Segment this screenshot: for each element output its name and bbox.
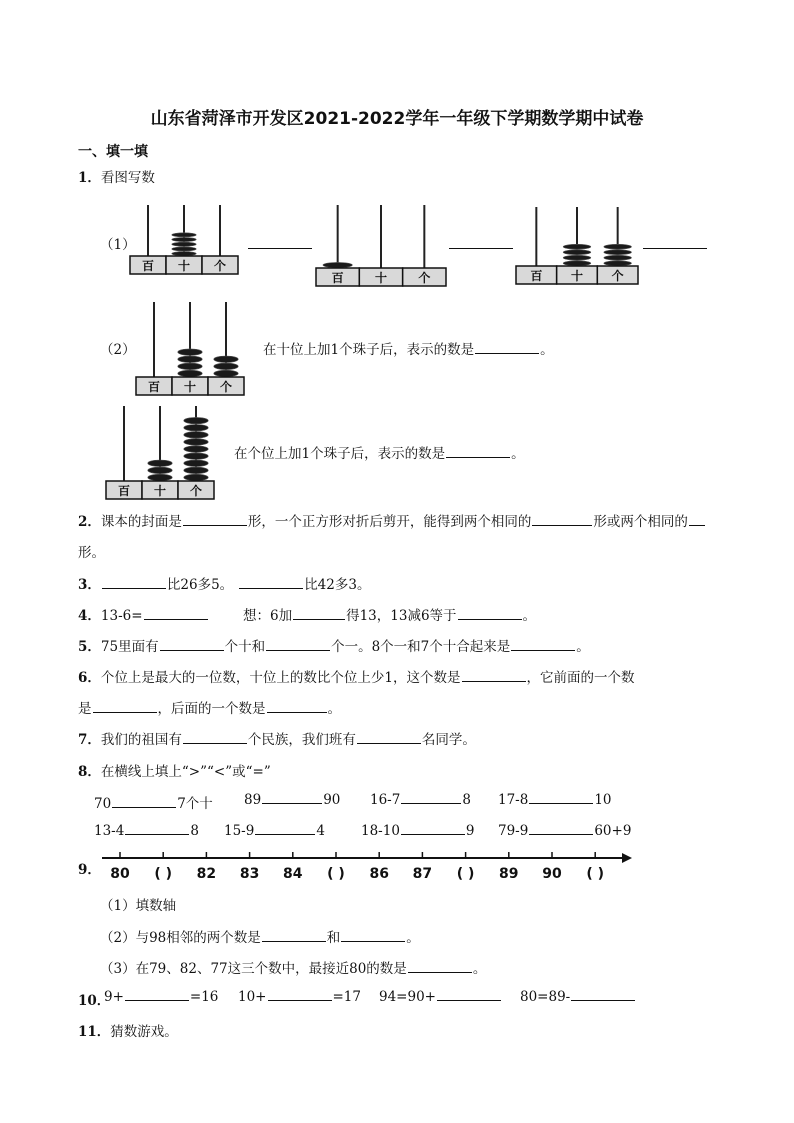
answer-blank[interactable]: [689, 524, 705, 526]
punctuation: 。: [540, 342, 554, 358]
question-text: 形或两个相同的: [593, 514, 688, 530]
section-heading: 一、填一填: [78, 144, 148, 160]
question-number: 5．: [78, 639, 101, 655]
question-4: [78, 604, 209, 624]
answer-blank[interactable]: [255, 833, 315, 835]
number-line-label: 87: [412, 866, 433, 882]
punctuation: 。: [406, 930, 420, 946]
question-1: [78, 166, 155, 186]
abacus-bead: [563, 255, 591, 260]
answer-blank[interactable]: [357, 742, 421, 744]
abacus-bead: [172, 242, 196, 246]
answer-blank[interactable]: [341, 940, 405, 942]
question-number: 11．: [78, 1024, 111, 1040]
compare-1-2: [244, 792, 340, 808]
number-line: [96, 848, 636, 888]
answer-blank[interactable]: [643, 247, 707, 249]
abacus-place-label: 十: [177, 259, 191, 273]
abacus-bead: [148, 467, 172, 474]
abacus-bead: [178, 349, 202, 356]
answer-blank[interactable]: [102, 587, 166, 589]
answer-blank[interactable]: [458, 618, 522, 620]
compare-left: 15-9: [224, 823, 255, 839]
question-text: 看图写数: [100, 170, 155, 186]
abacus-place-label: 百: [331, 271, 344, 285]
answer-blank[interactable]: [144, 618, 208, 620]
q10-item-2: [238, 989, 361, 1005]
q2-continued: 形。: [78, 545, 105, 561]
abacus-bead: [184, 425, 208, 432]
question-text: ，它前面的一个数: [526, 670, 635, 686]
answer-blank[interactable]: [262, 802, 322, 804]
abacus-bead: [563, 261, 591, 266]
abacus-bead: [604, 255, 632, 260]
answer-blank[interactable]: [462, 680, 526, 682]
abacus-bead: [172, 252, 196, 256]
compare-left: 13-4: [94, 823, 125, 839]
expr-left: 80=89-: [520, 989, 571, 1005]
answer-blank[interactable]: [160, 649, 224, 651]
compare-1-4: [498, 792, 612, 808]
compare-2-2: [224, 823, 325, 839]
question-text: 比42多3。: [304, 577, 371, 593]
number-line-label: ( ): [327, 866, 345, 882]
answer-blank[interactable]: [125, 999, 189, 1001]
compare-left: 79-9: [498, 823, 529, 839]
abacus-bead: [184, 417, 208, 424]
q1-part2a: [263, 338, 554, 358]
number-line-label: 80: [110, 866, 130, 882]
abacus-bead: [148, 460, 172, 467]
compare-right: 10: [594, 792, 612, 808]
question-text: （3）在79、82、77这三个数中，最接近80的数是: [100, 961, 407, 977]
number-line-label: ( ): [456, 866, 475, 882]
answer-blank[interactable]: [93, 711, 157, 713]
question-text: 75里面有: [100, 639, 159, 655]
abacus-bead: [214, 370, 238, 377]
abacus-place-label: 个: [189, 484, 203, 498]
question-6-continued: [78, 697, 341, 717]
abacus-bead: [184, 446, 208, 453]
question-4-hint: [243, 604, 536, 624]
q1-part2-label: （2）: [100, 342, 136, 358]
answer-blank[interactable]: [446, 456, 510, 458]
abacus-bead: [604, 250, 632, 255]
q10-item-3: [379, 989, 502, 1005]
question-text: 是: [78, 701, 92, 717]
question-text: 个一。8个一和7个十合起来是: [331, 639, 511, 655]
compare-right: 9: [465, 823, 475, 839]
number-line-label: 89: [499, 866, 519, 882]
abacus-bead: [184, 432, 208, 439]
abacus-place-label: 百: [147, 380, 161, 394]
question-6: [78, 666, 635, 686]
q9-sub3: [100, 957, 486, 977]
abacus-place-label: 十: [570, 269, 584, 283]
question-number: 8．: [78, 764, 101, 780]
compare-left: 89: [244, 792, 262, 808]
abacus-bead: [178, 356, 202, 363]
abacus-place-label: 百: [530, 269, 543, 283]
answer-blank[interactable]: [248, 247, 312, 249]
question-text: 比26多5。: [166, 577, 234, 593]
answer-blank[interactable]: [183, 742, 247, 744]
compare-right: 60+9: [594, 823, 632, 839]
q9-sub1: （1）填数轴: [100, 898, 177, 914]
abacus-3: [514, 205, 640, 285]
question-8: [78, 760, 271, 780]
question-5: [78, 635, 590, 655]
expr-left: 9+: [104, 989, 124, 1005]
question-number: 2．: [78, 514, 101, 530]
compare-right: 8: [462, 792, 471, 808]
question-text: 想：6加: [243, 608, 293, 624]
answer-blank[interactable]: [125, 833, 189, 835]
question-text: 在个位上加1个珠子后，表示的数是: [234, 446, 446, 462]
question-text: （2）与98相邻的两个数是: [100, 930, 261, 946]
answer-blank[interactable]: [437, 999, 501, 1001]
question-number: 9．: [78, 862, 101, 878]
question-text: 个民族，我们班有: [247, 732, 356, 748]
abacus-2: [314, 203, 448, 287]
compare-1-3: [370, 792, 471, 808]
abacus-4: [134, 300, 246, 396]
arrow-head-icon: [622, 853, 632, 863]
expr-right: =17: [332, 989, 361, 1005]
expr-right: =16: [189, 989, 219, 1005]
q9-sub2: [100, 926, 420, 946]
answer-blank[interactable]: [401, 833, 465, 835]
abacus-bead: [178, 363, 202, 370]
abacus-bead: [604, 261, 632, 266]
abacus-bead: [184, 467, 208, 474]
answer-blank[interactable]: [268, 999, 332, 1001]
compare-right: 8: [190, 823, 199, 839]
question-text: 得13，13减6等于: [346, 608, 457, 624]
answer-blank[interactable]: [293, 618, 345, 620]
answer-blank[interactable]: [112, 806, 176, 808]
question-2: [78, 510, 706, 530]
question-7: [78, 728, 476, 748]
answer-blank[interactable]: [571, 999, 635, 1001]
abacus-bead: [184, 439, 208, 446]
abacus-bead: [563, 244, 591, 249]
abacus-bead: [323, 262, 352, 267]
abacus-bead: [178, 370, 202, 377]
abacus-bead: [184, 453, 208, 460]
question-text: 名同学。: [421, 732, 476, 748]
abacus-bead: [172, 247, 196, 251]
question-11: [78, 1020, 178, 1040]
punctuation: 。: [522, 608, 537, 624]
abacus-place-label: 个: [418, 271, 431, 285]
page-title: 山东省菏泽市开发区2021-2022学年一年级下学期数学期中试卷: [150, 109, 644, 129]
abacus-place-label: 个: [611, 269, 624, 283]
compare-2-3: [361, 823, 475, 839]
compare-2-1: [94, 823, 199, 839]
answer-blank[interactable]: [262, 940, 326, 942]
answer-blank[interactable]: [266, 649, 330, 651]
answer-blank[interactable]: [239, 587, 303, 589]
question-number: 7．: [78, 732, 101, 748]
answer-blank[interactable]: [449, 247, 513, 249]
q10-item-4: [520, 989, 636, 1005]
question-text: 个十和: [224, 639, 266, 655]
punctuation: 。: [511, 446, 525, 462]
answer-blank[interactable]: [183, 524, 247, 526]
expr-left: 10+: [238, 989, 267, 1005]
number-line-label: 86: [369, 866, 389, 882]
abacus-place-label: 百: [117, 484, 131, 498]
abacus-bead: [214, 356, 238, 363]
compare-left: 18-10: [361, 823, 400, 839]
compare-right: 7个十: [177, 796, 213, 812]
number-line-label: ( ): [154, 866, 173, 882]
question-number: 3．: [78, 577, 101, 593]
number-line-label: 82: [196, 866, 217, 882]
expr-left: 94=90+: [379, 989, 436, 1005]
abacus-bead: [172, 238, 196, 242]
question-text: 和: [326, 930, 341, 946]
abacus-bead: [563, 250, 591, 255]
number-line-label: 83: [239, 866, 260, 882]
abacus-place-label: 十: [183, 380, 197, 394]
answer-blank[interactable]: [408, 971, 472, 973]
compare-1-1: [94, 792, 213, 812]
abacus-place-label: 个: [219, 380, 233, 394]
question-text: 13-6=: [100, 608, 143, 624]
number-line-label: 84: [283, 866, 303, 882]
abacus-place-label: 百: [141, 259, 155, 273]
answer-blank[interactable]: [475, 352, 539, 354]
q1-part1-label: （1）: [100, 237, 136, 253]
abacus-place-label: 十: [374, 271, 388, 285]
answer-blank[interactable]: [267, 711, 327, 713]
compare-left: 16-7: [370, 792, 401, 808]
answer-blank[interactable]: [529, 802, 593, 804]
answer-blank[interactable]: [401, 802, 461, 804]
compare-right: 90: [323, 792, 341, 808]
abacus-bead: [148, 474, 172, 481]
question-text: 课本的封面是: [100, 514, 182, 530]
abacus-5: [104, 404, 216, 500]
abacus-place-label: 十: [153, 484, 167, 498]
question-number: 1．: [78, 170, 101, 186]
question-text: 形，一个正方形对折后剪开，能得到两个相同的: [247, 514, 532, 530]
number-line-label: ( ): [586, 866, 605, 882]
abacus-bead: [172, 233, 196, 237]
question-text: ，后面的一个数是: [157, 701, 266, 717]
punctuation: 。: [472, 961, 487, 977]
abacus-bead: [184, 460, 208, 467]
compare-right: 4: [316, 823, 325, 839]
q10-item-1: [104, 989, 218, 1005]
punctuation: 。: [327, 701, 341, 717]
abacus-1: [128, 203, 240, 275]
abacus-bead: [184, 474, 208, 481]
question-3: [78, 573, 370, 593]
answer-blank[interactable]: [511, 649, 575, 651]
compare-2-4: [498, 823, 631, 839]
question-number: 4．: [78, 608, 101, 624]
question-text: 我们的祖国有: [100, 732, 182, 748]
abacus-bead: [604, 244, 632, 249]
question-text: 在横线上填上“>”“<”或“=”: [100, 764, 271, 780]
abacus-place-label: 个: [213, 259, 227, 273]
question-number: 10．: [78, 993, 111, 1009]
punctuation: 。: [576, 639, 590, 655]
question-text: 在十位上加1个珠子后，表示的数是: [263, 342, 475, 358]
compare-left: 70: [94, 796, 112, 812]
q1-part2b: [234, 442, 525, 462]
question-text: 个位上是最大的一位数，十位上的数比个位上少1，这个数是: [100, 670, 461, 686]
number-line-label: 90: [542, 866, 562, 882]
answer-blank[interactable]: [529, 833, 593, 835]
abacus-bead: [214, 363, 238, 370]
question-number: 6．: [78, 670, 101, 686]
compare-left: 17-8: [498, 792, 529, 808]
question-text: 猜数游戏。: [110, 1024, 178, 1040]
answer-blank[interactable]: [532, 524, 592, 526]
